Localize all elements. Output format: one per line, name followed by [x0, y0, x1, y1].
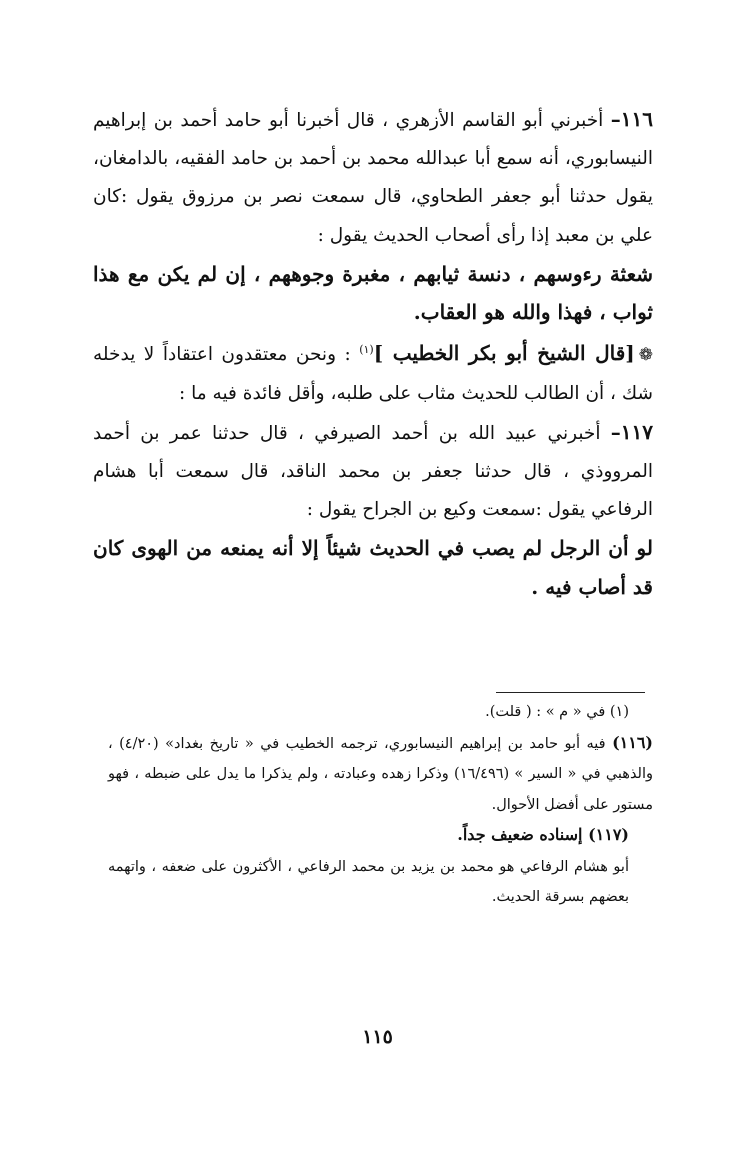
page-number: ١١٥ — [362, 1026, 393, 1048]
quote-117: لو أن الرجل لم يصب في الحديث شيئاً إلا أنه يمنعه من الهوى كان قد أصاب فيه . — [93, 536, 653, 599]
footnote-117 — [108, 820, 653, 852]
paragraph-117 — [93, 413, 653, 530]
footnotes — [108, 697, 653, 913]
footnote-117-number: (١١٧) — [588, 825, 629, 844]
hadith-number-117: ١١٧– — [610, 419, 653, 444]
footnote-116-text: فيه أبو حامد بن إبراهيم النيسابوري، ترجمه الخطيب في « تاريخ بغداد» (٤/٢٠) ، والذهبي في « السير » (١٦/٤٩٦) وذكرا زهده وعبادته ، ولم يذكرا ما يدل على ضبطه ، فهو مستور على أفضل الأحوال. — [108, 735, 653, 813]
footnote-ref-1: (١) — [359, 343, 374, 357]
footnote-117-text: إسناده ضعيف جداً. — [457, 825, 589, 844]
khatib-heading: [قال الشيخ أبو بكر الخطيب ] — [373, 341, 635, 366]
hadith-number-116: ١١٦– — [610, 107, 653, 131]
paragraph-khatib-text: : ونحن معتقدون اعتقاداً لا يدخله شك ، أن الطالب للحديث مثاب على طلبه، وأقل فائدة فيه ما : — [93, 344, 653, 404]
footnote-117-detail: أبو هشام الرفاعي هو محمد بن يزيد بن محمد الرفاعي ، الأكثرون على ضعفه ، واتهمه بعضهم بسرقة الحديث. — [108, 858, 629, 905]
flower-icon: ❁ — [638, 345, 653, 366]
footnote-divider — [496, 692, 645, 693]
paragraph-116 — [93, 100, 653, 255]
footnote-116-number: (١١٦) — [612, 732, 653, 752]
paragraph-116-text: أخبرني أبو القاسم الأزهري ، قال أخبرنا أبو حامد أحمد بن إبراهيم النيسابوري، أنه سمع أبا عبدالله محمد بن أحمد بن حامد الفقيه، بالدامغان، يقول حدثنا أبو جعفر الطحاوي، قال سمعت نصر بن مرزوق يقول :كان علي بن معبد إذا رأى أصحاب الحديث يقول : — [93, 110, 653, 246]
paragraph-khatib — [93, 331, 653, 413]
paragraph-117-text: أخبرني عبيد الله بن أحمد الصيرفي ، قال حدثنا عمر بن أحمد المرووذي ، قال حدثنا جعفر بن محمد الناقد، قال سمعت أبا هشام الرفاعي يقول :سمعت وكيع بن الجراح يقول : — [93, 422, 653, 521]
footnote-1: (١) في « م » : ( قلت). — [485, 704, 629, 720]
main-text — [93, 100, 653, 606]
quote-116: شعثة رءوسهم ، دنسة ثيابهم ، مغبرة وجوههم ، إن لم يكن مع هذا ثواب ، فهذا والله هو العقاب. — [93, 261, 653, 325]
footnote-116 — [108, 728, 653, 821]
